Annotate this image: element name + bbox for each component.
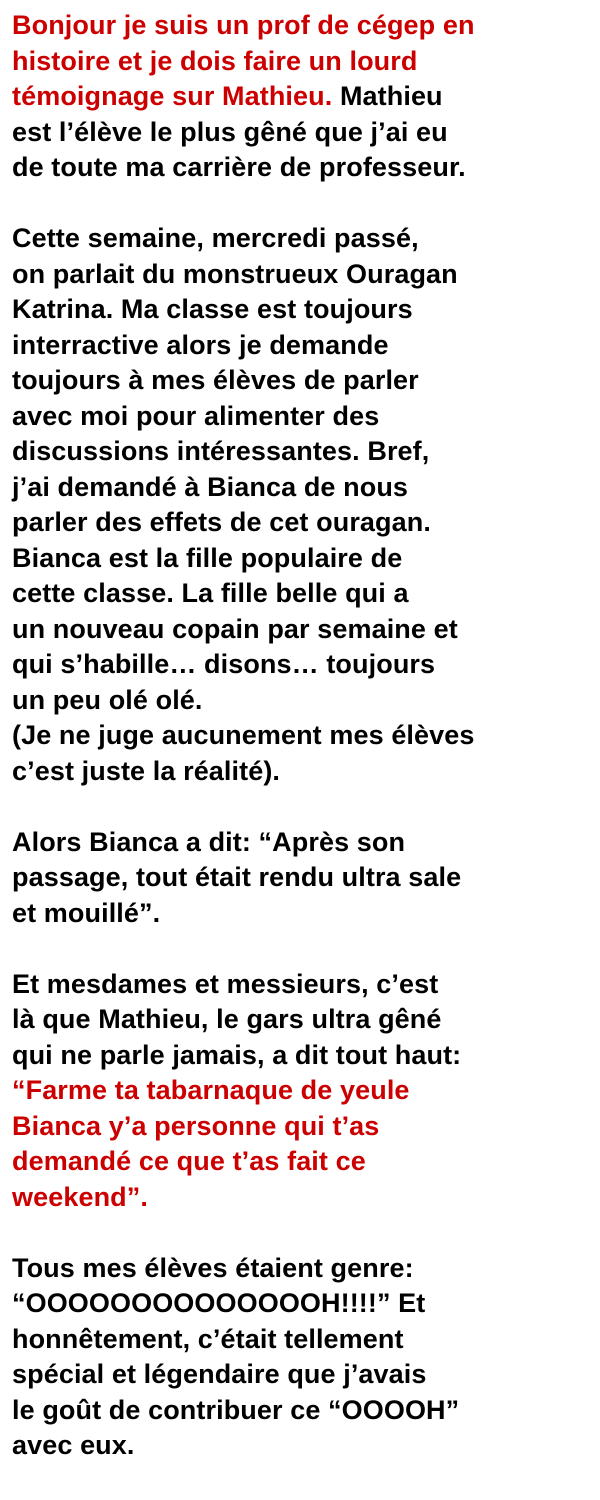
text-line — [12, 1073, 594, 1109]
text-line — [12, 328, 594, 364]
body-text: qui s’habille… disons… toujours — [12, 649, 436, 679]
text-line — [12, 860, 594, 896]
body-text: c’est juste la réalité). — [12, 755, 281, 786]
text-line — [12, 967, 594, 1003]
text-line — [12, 292, 594, 328]
body-text: honnêtement, c’était tellement — [12, 1323, 404, 1354]
body-text: interractive alors je demande — [12, 329, 389, 360]
text-line — [12, 612, 594, 648]
body-text: un nouveau copain par semaine et — [12, 613, 458, 644]
body-text: avec eux. — [12, 1430, 135, 1460]
text-line — [12, 1357, 594, 1393]
text-line — [12, 754, 594, 790]
body-text: (Je ne juge aucunement mes élèves — [12, 720, 475, 750]
body-text: spécial et légendaire que j’avais — [12, 1359, 427, 1389]
text-line — [12, 44, 594, 80]
body-text: le goût de contribuer ce “OOOOH” — [12, 1394, 460, 1425]
highlighted-text: “Farme ta tabarnaque de yeule — [12, 1075, 410, 1105]
text-line — [12, 505, 594, 541]
body-text: Cette semaine, mercredi passé, — [12, 223, 419, 253]
text-line — [12, 470, 594, 506]
text-line — [12, 647, 594, 683]
body-text: j’ai demandé à Bianca de nous — [12, 471, 409, 502]
text-line — [12, 221, 594, 257]
text-line — [12, 683, 594, 719]
paragraph — [12, 8, 594, 186]
highlighted-text: histoire et je dois faire un lourd — [12, 45, 418, 76]
text-line — [12, 1144, 594, 1180]
body-text: de toute ma carrière de professeur. — [12, 152, 466, 182]
body-text: un peu olé olé. — [12, 684, 203, 715]
body-text: et mouillé”. — [12, 897, 161, 928]
paragraph — [12, 967, 594, 1216]
body-text: est l’élève le plus gêné que j’ai eu — [12, 116, 448, 147]
text-line — [12, 399, 594, 435]
text-line — [12, 115, 594, 151]
body-text: là que Mathieu, le gars ultra gêné — [12, 1004, 442, 1034]
text-line — [12, 1428, 594, 1464]
highlighted-text: Bianca y’a personne qui t’as — [12, 1110, 380, 1141]
highlighted-text: témoignage sur Mathieu. — [12, 81, 333, 111]
text-line — [12, 896, 594, 932]
body-text: Alors Bianca a dit: “Après son — [12, 826, 406, 857]
highlighted-text: Bonjour je suis un prof de cégep en — [12, 10, 475, 40]
paragraph — [12, 1251, 594, 1464]
text-line — [12, 1038, 594, 1074]
text-line — [12, 1180, 594, 1216]
body-text: Tous mes élèves étaient genre: — [12, 1252, 414, 1283]
body-text: parler des effets de cet ouragan. — [12, 507, 431, 537]
text-line — [12, 1393, 594, 1429]
body-text: “OOOOOOOOOOOOOOH!!!!” Et — [12, 1288, 426, 1318]
text-line — [12, 434, 594, 470]
text-line — [12, 825, 594, 861]
text-line — [12, 1002, 594, 1038]
body-text: Katrina. Ma classe est toujours — [12, 294, 413, 324]
body-text: qui ne parle jamais, a dit tout haut: — [12, 1039, 462, 1070]
body-text: Et mesdames et messieurs, c’est — [12, 968, 439, 999]
highlighted-text: demandé ce que t’as fait ce — [12, 1146, 366, 1176]
text-line — [12, 257, 594, 293]
text-line — [12, 1109, 594, 1145]
text-line — [12, 1251, 594, 1287]
paragraph — [12, 825, 594, 932]
body-text: cette classe. La fille belle qui a — [12, 578, 409, 608]
body-text: discussions intéressantes. Bref, — [12, 436, 430, 466]
body-text: passage, tout était rendu ultra sale — [12, 862, 462, 892]
body-text: on parlait du monstrueux Ouragan — [12, 258, 458, 289]
text-line — [12, 541, 594, 577]
text-line — [12, 8, 594, 44]
body-text: toujours à mes élèves de parler — [12, 365, 419, 395]
text-line — [12, 1286, 594, 1322]
text-line — [12, 150, 594, 186]
body-text: Mathieu — [332, 81, 443, 111]
body-text: Bianca est la fille populaire de — [12, 542, 403, 573]
text-line — [12, 79, 594, 115]
body-text: avec moi pour alimenter des — [12, 400, 380, 431]
paragraph — [12, 221, 594, 789]
text-line — [12, 718, 594, 754]
highlighted-text: weekend”. — [12, 1181, 148, 1212]
text-line — [12, 363, 594, 399]
text-line — [12, 1322, 594, 1358]
text-line — [12, 576, 594, 612]
